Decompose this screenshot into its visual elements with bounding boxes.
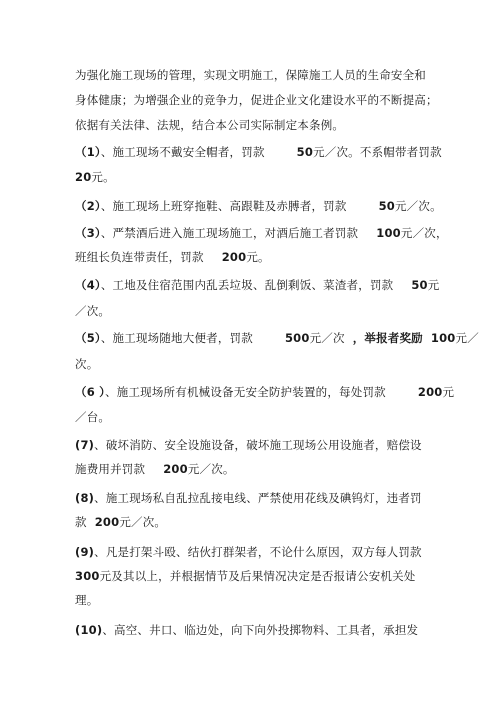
- rule-4-line-1: [75, 277, 439, 293]
- rule-text: 元及其以上，并根据情节及后果情况决定是否报请公安机关处: [99, 569, 416, 583]
- fine-unit: 元: [442, 385, 455, 399]
- fine-amount: 500: [284, 331, 310, 345]
- rule-3-line-2: [75, 249, 270, 265]
- rule-number: (7): [75, 438, 95, 452]
- fine-amount: 50: [296, 145, 314, 159]
- rule-text: 施费用并罚款: [75, 462, 146, 476]
- rule-7-line-1: [75, 437, 422, 453]
- rule-4-line-2: ／次。: [75, 304, 111, 318]
- fine-unit: 元: [427, 278, 440, 292]
- rule-5-line-2: 次。: [75, 357, 99, 371]
- rule-5-line-1: [75, 330, 479, 346]
- rule-text: 、严禁酒后进入施工现场施工，对酒后施工者罚款: [100, 226, 359, 240]
- rule-8-line-2: [75, 514, 166, 530]
- rule-text: 、高空、井口、临边处，向下向外投掷物料、工具者，承担发: [102, 623, 419, 637]
- rule-number: （4）: [75, 278, 101, 292]
- fine-unit: 元／次。: [119, 515, 167, 529]
- fine-amount: 200: [221, 250, 247, 264]
- intro-line-1: 为强化施工现场的管理，实现文明施工，保障施工人员的生命安全和: [75, 68, 426, 82]
- reward-amount: 100: [430, 331, 456, 345]
- rule-1-line-1: [75, 144, 442, 160]
- rule-number: （3）: [75, 226, 101, 240]
- rule-number: (9): [75, 545, 95, 559]
- fine-amount: 300: [75, 569, 100, 583]
- fine-amount: 50: [378, 199, 395, 213]
- rule-number: （6 ）: [75, 385, 106, 399]
- rule-text: 、破坏消防、安全设施设备，破坏施工现场公用设施者，赔偿设: [94, 438, 422, 452]
- rule-number: (8): [75, 491, 95, 505]
- rule-text: 班组长负连带责任，罚款: [75, 250, 204, 264]
- intro-line-2: 身体健康；为增强企业的竞争力，促进企业文化建设水平的不断提高；: [75, 93, 438, 107]
- fine-amount: 50: [411, 278, 428, 292]
- rule-2-line-1: [75, 198, 442, 214]
- rule-text: 、施工现场不戴安全帽者，罚款: [100, 145, 265, 159]
- rule-number: （5）: [75, 331, 101, 345]
- rule-8-line-1: [75, 490, 422, 506]
- rule-text: 、凡是打架斗殴、结伙打群架者，不论什么原因，双方每人罚款: [94, 545, 422, 559]
- rule-text: 、工地及住宿范围内乱丢垃圾、乱倒剩饭、菜渣者，罚款: [100, 278, 394, 292]
- fine-unit: 元／次。不系帽带者罚款: [313, 145, 442, 159]
- rule-number: （2）: [75, 199, 101, 213]
- rule-7-line-2: [75, 461, 235, 477]
- fine-unit: 元／次。: [394, 199, 442, 213]
- rule-text: ，举报者奖励: [352, 331, 423, 345]
- rule-text: 元。: [91, 170, 115, 184]
- rule-text: 、施工现场私自乱拉乱接电线、严禁使用花线及碘钨灯，违者罚: [94, 491, 422, 505]
- rule-9-line-3: 理。: [75, 593, 99, 607]
- fine-unit: 元／次。: [187, 462, 235, 476]
- rule-number: （1）: [75, 145, 101, 159]
- fine-amount: 20: [75, 170, 92, 184]
- rule-6-line-1: [75, 384, 454, 400]
- rule-text: 、施工现场所有机械设备无安全防护装置的，每处罚款: [105, 385, 386, 399]
- rule-3-line-1: [75, 225, 448, 241]
- fine-amount: 200: [163, 462, 188, 476]
- rule-9-line-1: [75, 544, 422, 560]
- intro-line-3: 依据有关法律、法规，结合本公司实际制定本条例。: [75, 118, 345, 132]
- rule-10-line-1: [75, 622, 418, 638]
- rule-text: 、施工现场上班穿拖鞋、高跟鞋及赤膊者，罚款: [100, 199, 347, 213]
- fine-amount: 100: [376, 226, 401, 240]
- fine-amount: 200: [417, 385, 443, 399]
- reward-unit: 元／: [455, 331, 479, 345]
- fine-amount: 200: [94, 515, 120, 529]
- rule-number: (10): [75, 623, 103, 637]
- rule-text: 款: [75, 515, 87, 529]
- fine-unit: 元／次: [309, 331, 345, 345]
- rule-text: 、施工现场随地大便者，罚款: [100, 331, 253, 345]
- rule-1-line-2: [75, 169, 115, 185]
- rule-6-line-2: ／台。: [75, 410, 111, 424]
- fine-unit: 元。: [246, 250, 270, 264]
- rule-9-line-2: [75, 568, 416, 584]
- fine-unit: 元／次，: [400, 226, 448, 240]
